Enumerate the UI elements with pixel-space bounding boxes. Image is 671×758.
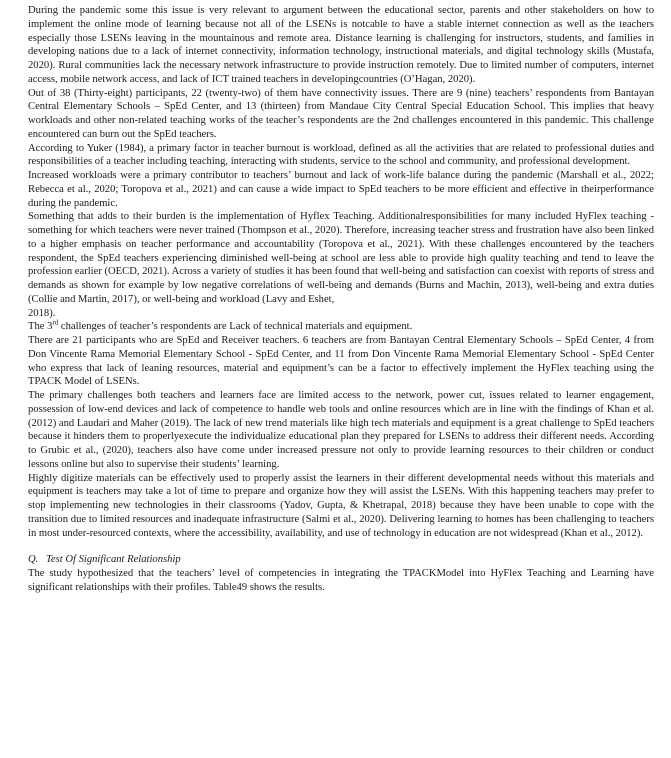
- paragraph-third-challenge: [28, 320, 654, 334]
- paragraph-digitize-materials: Highly digitize materials can be effectively used to properly assist the learners in their different developmental needs without this materials and equipment is teachers may take a lot of time to prepare and organize how they will assist the LSENs. With this happening teachers may prefer to stop implementing new technologies in their classrooms (Yadov, Gupta, & Khetrapal, 2018) because they have been unable to cope with the transition due to limited resources and inadequate infrastructure (Salmi et al., 2020). Delivering learning to homes has been challenging to teachers in most under-resourced contexts, where the accessibility, availability, and use of technology in education are not widespread (Khan et al., 2012).: [28, 472, 654, 539]
- paragraph-year-fragment: 2018).: [28, 307, 56, 319]
- section-letter: Q.: [28, 554, 39, 566]
- section-title: Test Of Significant Relationship: [46, 554, 181, 566]
- third-challenge-prefix: The 3: [28, 321, 53, 333]
- paragraph-increased-workloads: Increased workloads were a primary contributor to teachers’ burnout and lack of work-life balance during the pandemic (Marshall et al., 2022; Rebecca et al., 2020; Toropova et al., 2021) and can cause a wide impact to SpEd teachers to be more efficient and effective in theirperformance during the pandemic.: [28, 170, 654, 209]
- paragraph-connectivity-context: During the pandemic some this issue is very relevant to argument between the educational sector, parents and other stakeholders on how to implement the online mode of learning because not all of the LSENs is notcable to have a stable internet connection as well as the teachers especially those LSENs leaving in the mountainous and remote area. Distance learning is challenging for instructors, students, and families in developing nations due to a lack of internet connectivity, information technology, instructional materials, and digital technology skills (Mustafa, 2020). Rural communities lack the necessary network infrastructure to provide instruction remotely. Due to limited number of computers, internet access, mobile network access, and lack of ICT trained teachers in developingcountries (O’Hagan, 2020).: [28, 5, 654, 85]
- paragraph-participants-connectivity: Out of 38 (Thirty-eight) participants, 22 (twenty-two) of them have connectivity issues. There are 9 (nine) teachers’ respondents from Bantayan Central Elementary Schools – SpEd Center, and 13 (thirteen) from Mandaue City Central Special Education School. This implies that heavy workloads and other non-related teaching works of the teacher’s respondents are the 2nd challenges encountered in this pandemic. This challenge encountered can burn out the SpEd teachers.: [28, 87, 654, 140]
- ordinal-suffix: rd: [52, 318, 59, 327]
- paragraph-receiver-teachers: There are 21 participants who are SpEd and Receiver teachers. 6 teachers are from Bantayan Central Elementary Schools – SpEd Center, 4 from Don Vincente Rama Memorial Elementary School - SpEd Center, and 11 from Don Vincente Rama Memorial Elementary School - SpEd Center who express that lack of leaning resources, material and equipment’s can be a factor to effectively implement the HyFlex teaching using the TPACK Model of LSENs.: [28, 335, 654, 388]
- paragraph-hyflex-burden: Something that adds to their burden is the implementation of Hyflex Teaching. Additionalresponsibilities for many included HyFlex teaching - something for which teachers were never trained (Thompson et al., 2020). Therefore, increasing teacher stress and frustration have also been linked to a higher emphasis on teacher performance and accountability (Toropova et al., 2021). With these challenges encountered by the teachers respondent, the SpEd teachers experiencing diminished well-being at school are less able to provide high quality teaching and tend to leave the profession earlier (OECD, 2021). Across a variety of studies it has been found that well-being and satisfaction can coexist with reports of stress and demands as shown for example by low negative correlations of well-being and demands (Burns and Machin, 2013), well-being and extra duties (Collie and Martin, 2017), or well-being and workload (Lavy and Eshet,: [28, 211, 654, 305]
- section-heading: [28, 553, 654, 567]
- paragraph-primary-challenges: The primary challenges both teachers and learners face are limited access to the network, power cut, issues related to learner engagement, possession of low-end devices and lack of competence to handle web tools and online resources which are in line with the findings of Khan et al. (2012) and Laudari and Maher (2019). The lack of new trend materials like high tech materials and equipment is a great challenge to SpEd teachers because it hinders them to properlyexecute the individualize educational plan they prepared for LSENs to address their different needs. According to Grubic et al., (2020), teachers also have come under increased pressure not only to provide learning resources to their children or conduct lessons online but also to supervise their students’ learning.: [28, 390, 654, 470]
- paragraph-hypothesis: The study hypothesized that the teachers’ level of competencies in integrating the TPACKModel into HyFlex Teaching and Learning have significant relationships with their profiles. Table49 shows the results.: [28, 568, 654, 593]
- paragraph-yuker-workload: According to Yuker (1984), a primary factor in teacher burnout is workload, defined as all the activities that are related to professional duties and responsibilities of a teacher including teaching, interacting with students, service to the school and community, and professional development.: [28, 142, 654, 168]
- third-challenge-text: challenges of teacher’s respondents are Lack of technical materials and equipment.: [58, 321, 413, 333]
